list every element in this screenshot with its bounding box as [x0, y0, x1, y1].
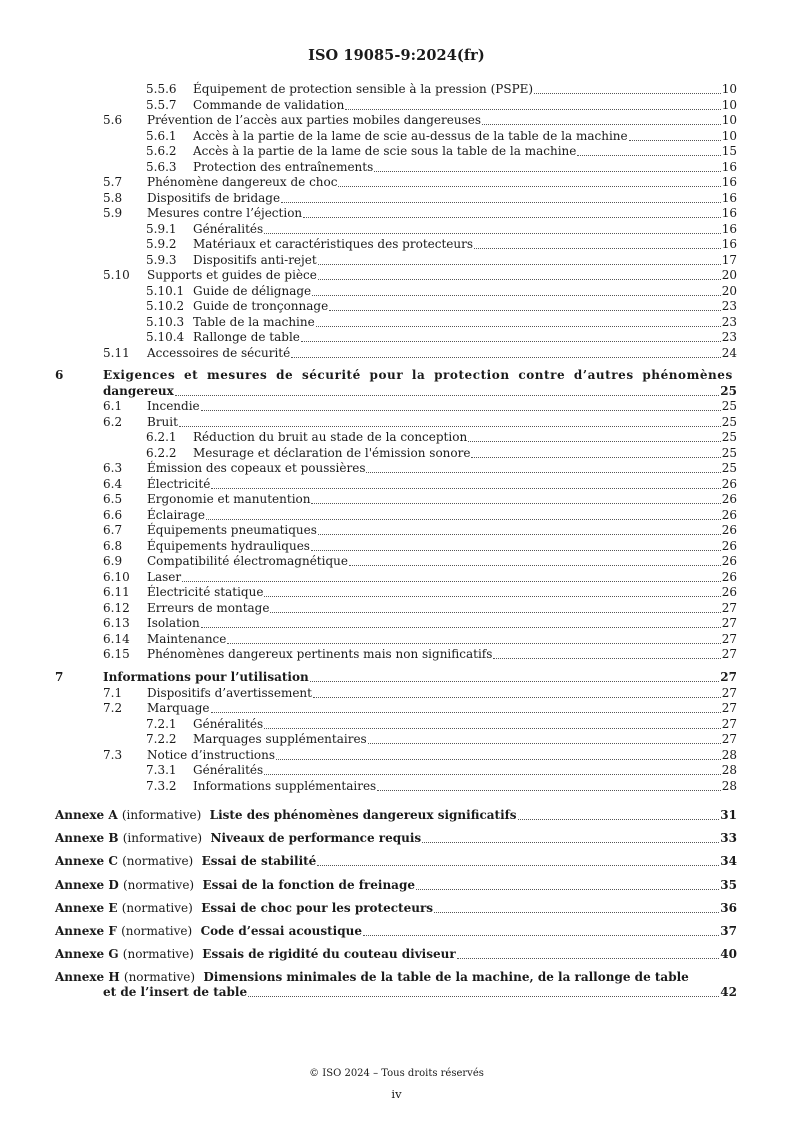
toc-entry-title: Prévention de l’accès aux parties mobiles dangereuses	[147, 113, 482, 127]
toc-entry-page: 26	[721, 523, 737, 537]
toc-entry-title: Électricité statique	[147, 585, 264, 599]
annex-title-line1: Dimensions minimales de la table de la machine, de la rallonge de table	[203, 969, 689, 984]
toc-entry-title: Erreurs de montage	[147, 600, 270, 615]
toc-entry-page: 42	[720, 985, 737, 999]
toc-entry-page: 27	[720, 670, 737, 684]
toc-entry[interactable]	[0, 160, 793, 175]
toc-entry-page: 36	[720, 900, 737, 915]
annex-title: Essai de choc pour les protecteurs	[201, 900, 434, 915]
toc-annex-g[interactable]	[0, 947, 793, 962]
toc-entry-number: 6.13	[103, 616, 130, 630]
toc-entry-page: 31	[720, 808, 737, 822]
toc-annex-h-continuation[interactable]	[0, 985, 793, 1000]
leader-dots	[211, 712, 721, 713]
toc-entry-page: 27	[721, 600, 737, 615]
toc-entry-title: Éclairage	[147, 507, 205, 522]
toc-entry[interactable]	[0, 315, 793, 330]
leader-dots	[474, 248, 721, 249]
toc-entry-page: 26	[721, 554, 737, 568]
toc-entry-number: 6	[55, 368, 64, 382]
leader-dots	[416, 889, 719, 890]
toc-entry[interactable]	[0, 539, 793, 554]
toc-entry[interactable]	[0, 616, 793, 631]
leader-dots	[311, 550, 721, 551]
leader-dots	[227, 643, 720, 644]
annex-title: Niveaux de performance requis	[210, 831, 422, 845]
toc-entry-page: 10	[721, 128, 737, 143]
toc-entry-number: 5.10	[103, 268, 130, 282]
annex-type: (informative)	[121, 808, 202, 822]
toc-entry-number: 7	[55, 670, 64, 684]
toc-entry[interactable]	[0, 701, 793, 716]
leader-dots	[201, 627, 721, 628]
leader-dots	[301, 341, 721, 342]
toc-entry-page: 16	[721, 190, 737, 205]
toc-entry-page: 23	[721, 330, 737, 344]
toc-entry-title: Électricité	[147, 476, 211, 491]
leader-dots	[248, 996, 719, 997]
toc-annex-d[interactable]	[0, 878, 793, 893]
toc-entry[interactable]	[0, 206, 793, 221]
toc-entry[interactable]	[0, 732, 793, 747]
toc-entry-title: Dispositifs d’avertissement	[147, 685, 312, 700]
toc-entry[interactable]	[0, 585, 793, 600]
toc-entry-number: 6.15	[103, 647, 130, 661]
toc-entry-page: 27	[721, 685, 737, 700]
toc-entry[interactable]	[0, 237, 793, 252]
leader-dots	[318, 264, 721, 265]
toc-entry-title-line2: dangereux	[103, 383, 174, 398]
toc-entry-page: 27	[721, 716, 737, 731]
annex-title-line2: et de l’insert de table	[103, 985, 248, 999]
annex-type: (informative)	[122, 831, 203, 845]
toc-entry[interactable]	[0, 461, 793, 476]
toc-entry-number: 5.6	[103, 113, 123, 127]
toc-entry-number: 7.2.2	[146, 732, 177, 746]
toc-entry-page: 25	[721, 430, 737, 444]
toc-entry-page: 23	[721, 299, 737, 313]
toc-entry-page: 26	[721, 585, 737, 599]
toc-entry-number: 5.6.3	[146, 159, 177, 174]
toc-entry-title: Phénomène dangereux de choc	[147, 175, 338, 189]
toc-entry-title: Généralités	[193, 716, 264, 731]
toc-entry-clause-6-continuation[interactable]	[0, 384, 793, 399]
toc-entry-page: 26	[721, 492, 737, 506]
toc-annex-c[interactable]	[0, 854, 793, 869]
leader-dots	[264, 774, 721, 775]
toc-entry-number: 6.9	[103, 554, 123, 568]
leader-dots	[291, 357, 721, 358]
toc-entry[interactable]	[0, 554, 793, 569]
toc-entry-page: 24	[721, 345, 737, 360]
leader-dots	[534, 93, 721, 94]
toc-entry[interactable]	[0, 717, 793, 732]
annex-type: (normative)	[121, 923, 193, 938]
leader-dots	[318, 279, 721, 280]
document-header: ISO 19085-9:2024(fr)	[308, 47, 485, 64]
toc-entry[interactable]	[0, 477, 793, 492]
toc-entry[interactable]	[0, 175, 793, 190]
toc-entry-page: 40	[720, 946, 737, 961]
leader-dots	[182, 581, 721, 582]
toc-entry[interactable]	[0, 430, 793, 445]
toc-entry[interactable]	[0, 508, 793, 523]
toc-entry-title: Informations pour l’utilisation	[103, 670, 309, 684]
toc-entry[interactable]	[0, 113, 793, 128]
toc-entry-page: 33	[720, 831, 737, 845]
toc-entry[interactable]	[0, 415, 793, 430]
toc-entry-title: Incendie	[147, 399, 200, 413]
toc-entry-page: 10	[721, 113, 737, 127]
leader-dots	[264, 728, 721, 729]
toc-entry-title: Bruit	[147, 414, 178, 429]
leader-dots	[457, 958, 720, 959]
annex-type: (normative)	[122, 946, 194, 961]
annex-type: (normative)	[122, 877, 195, 892]
toc-entry-number: 6.12	[103, 600, 130, 615]
toc-entry-number: 7.1	[103, 685, 123, 700]
toc-entry-page: 37	[720, 923, 737, 938]
toc-entry-title: Laser	[147, 569, 182, 584]
leader-dots	[629, 140, 721, 141]
toc-entry-title: Mesurage et déclaration de l'émission sonore	[193, 445, 471, 460]
toc-entry[interactable]	[0, 446, 793, 461]
annex-title: Essai de la fonction de freinage	[202, 877, 415, 892]
toc-entry-title: Informations supplémentaires	[193, 778, 377, 793]
toc-entry-number: 6.4	[103, 476, 123, 491]
toc-entry-page: 35	[720, 877, 737, 892]
toc-entry-title: Isolation	[147, 616, 200, 630]
toc-entry-title: Mesures contre l’éjection	[147, 206, 303, 220]
toc-entry[interactable]	[0, 779, 793, 794]
annex-label: Annexe C	[55, 854, 118, 868]
toc-entry-page: 16	[721, 175, 737, 189]
toc-entry-page: 28	[721, 778, 737, 793]
toc-entry-number: 5.5.6	[146, 82, 177, 96]
toc-entry-page: 34	[720, 854, 737, 868]
toc-entry-page: 25	[721, 414, 737, 429]
leader-dots	[577, 155, 720, 156]
toc-entry-number: 5.5.7	[146, 97, 177, 112]
leader-dots	[363, 935, 719, 936]
toc-entry[interactable]	[0, 601, 793, 616]
leader-dots	[434, 912, 719, 913]
toc-entry-title: Phénomènes dangereux pertinents mais non significatifs	[147, 647, 493, 661]
toc-entry-number: 5.10.4	[146, 330, 185, 344]
leader-dots	[276, 759, 721, 760]
toc-entry[interactable]	[0, 144, 793, 159]
leader-dots	[211, 488, 720, 489]
toc-entry-page: 25	[721, 399, 737, 413]
toc-annex-a[interactable]	[0, 808, 793, 823]
toc-entry-page: 28	[721, 747, 737, 762]
toc-entry-number: 6.2.1	[146, 430, 177, 444]
toc-entry[interactable]	[0, 399, 793, 414]
toc-entry-number: 6.8	[103, 538, 123, 553]
toc-entry-number: 5.10.2	[146, 299, 185, 313]
leader-dots	[303, 217, 721, 218]
toc-entry-title: Accès à la partie de la lame de scie sous la table de la machine	[193, 144, 577, 158]
leader-dots	[318, 534, 721, 535]
toc-entry-page: 27	[721, 647, 737, 661]
toc-entry-number: 5.7	[103, 175, 123, 189]
toc-entry[interactable]	[0, 686, 793, 701]
toc-entry-page: 26	[721, 569, 737, 584]
toc-entry-number: 6.14	[103, 631, 130, 646]
toc-entry-title: Équipement de protection sensible à la pression (PSPE)	[193, 82, 534, 96]
toc-entry[interactable]	[0, 647, 793, 662]
toc-entry-page: 10	[721, 97, 737, 112]
toc-entry-page: 16	[721, 221, 737, 236]
toc-entry-number: 7.3.2	[146, 778, 177, 793]
toc-entry-page: 27	[721, 701, 737, 715]
toc-entry-number: 6.2	[103, 414, 123, 429]
annex-label: Annexe A	[55, 808, 118, 822]
toc-entry-number: 6.5	[103, 492, 123, 506]
toc-entry-number: 6.11	[103, 585, 130, 599]
leader-dots	[317, 865, 719, 866]
toc-entry-title: Équipements hydrauliques	[147, 538, 310, 553]
annex-label: Annexe D	[55, 877, 119, 892]
leader-dots	[264, 233, 721, 234]
toc-entry-page: 27	[721, 616, 737, 630]
leader-dots	[270, 612, 720, 613]
leader-dots	[368, 743, 721, 744]
toc-annex-h[interactable]	[0, 970, 793, 985]
toc-entry-title: Marquages supplémentaires	[193, 732, 367, 746]
leader-dots	[518, 819, 720, 820]
leader-dots	[310, 681, 720, 682]
leader-dots	[338, 186, 720, 187]
leader-dots	[312, 295, 721, 296]
annex-title: Essai de stabilité	[201, 854, 317, 868]
annex-title: Code d’essai acoustique	[200, 923, 362, 938]
annex-label: Annexe E	[55, 900, 118, 915]
annex-type: (normative)	[122, 854, 194, 868]
annex-label: Annexe G	[55, 946, 119, 961]
leader-dots	[366, 472, 720, 473]
toc-entry-page: 20	[721, 268, 737, 282]
leader-dots	[422, 842, 719, 843]
toc-entry-title: Dispositifs de bridage	[147, 190, 281, 205]
toc-entry-number: 6.10	[103, 569, 130, 584]
toc-entry-page: 25	[721, 461, 737, 475]
leader-dots	[311, 503, 720, 504]
toc-entry-page: 25	[721, 445, 737, 460]
toc-entry-title: Guide de délignage	[193, 283, 312, 298]
toc-entry-page: 26	[721, 507, 737, 522]
leader-dots	[349, 565, 721, 566]
toc-entry-title: Généralités	[193, 221, 264, 236]
toc-entry-number: 5.9.2	[146, 237, 177, 251]
toc-entry-page: 26	[721, 538, 737, 553]
toc-entry-number: 6.7	[103, 523, 123, 537]
toc-entry-page: 28	[721, 763, 737, 777]
toc-entry-title: Généralités	[193, 763, 264, 777]
toc-entry[interactable]	[0, 748, 793, 763]
toc-entry-number: 6.3	[103, 461, 123, 475]
toc-entry[interactable]	[0, 763, 793, 778]
toc-entry-page: 15	[721, 144, 737, 158]
toc-entry[interactable]	[0, 191, 793, 206]
toc-entry[interactable]	[0, 222, 793, 237]
toc-entry[interactable]	[0, 492, 793, 507]
toc-entry-page: 26	[721, 476, 737, 491]
toc-annex-b[interactable]	[0, 831, 793, 846]
toc-entry-number: 5.10.1	[146, 283, 185, 298]
toc-entry-number: 5.6.2	[146, 144, 177, 158]
leader-dots	[471, 457, 720, 458]
toc-entry-title: Équipements pneumatiques	[147, 523, 317, 537]
toc-entry-title: Rallonge de table	[193, 330, 300, 344]
toc-entry-page: 16	[721, 159, 737, 174]
annex-label: Annexe F	[55, 923, 117, 938]
toc-entry-title: Marquage	[147, 701, 210, 715]
toc-annex-f[interactable]	[0, 924, 793, 939]
toc-entry-page: 27	[721, 631, 737, 646]
annex-label: Annexe H	[55, 969, 120, 984]
toc-entry-number: 5.9.1	[146, 221, 177, 236]
page-number: iv	[391, 1087, 402, 1101]
toc-entry[interactable]	[0, 346, 793, 361]
toc-entry[interactable]	[0, 523, 793, 538]
toc-entry-number: 7.3.1	[146, 763, 177, 777]
leader-dots	[316, 326, 721, 327]
leader-dots	[377, 790, 721, 791]
leader-dots	[201, 410, 721, 411]
toc-entry-title: Émission des copeaux et poussières	[147, 461, 366, 475]
leader-dots	[264, 596, 720, 597]
toc-entry-page: 16	[721, 206, 737, 220]
leader-dots	[374, 171, 720, 172]
toc-entry-title: Accessoires de sécurité	[147, 345, 291, 360]
toc-entry-title: Réduction du bruit au stade de la conception	[193, 430, 468, 444]
toc-entry-clause-6[interactable]	[0, 368, 793, 383]
toc-entry[interactable]	[0, 284, 793, 299]
toc-entry[interactable]	[0, 570, 793, 585]
toc-entry-number: 5.9	[103, 206, 123, 220]
toc-entry[interactable]	[0, 98, 793, 113]
toc-entry-title: Dispositifs anti-rejet	[193, 252, 317, 267]
annex-title: Liste des phénomènes dangereux significatifs	[209, 808, 517, 822]
toc-entry-page: 17	[721, 252, 737, 267]
annex-type: (normative)	[121, 900, 193, 915]
toc-entry-number: 5.8	[103, 190, 123, 205]
leader-dots	[179, 426, 721, 427]
toc-entry[interactable]	[0, 253, 793, 268]
leader-dots	[329, 310, 721, 311]
toc-entry-number: 5.11	[103, 345, 130, 360]
toc-annex-e[interactable]	[0, 901, 793, 916]
toc-entry[interactable]	[0, 632, 793, 647]
toc-entry-page: 10	[721, 82, 737, 96]
toc-entry-title: Supports et guides de pièce	[147, 268, 317, 282]
toc-entry-title-line1: Exigences et mesures de sécurité pour la protection contre d’autres phénomènes	[103, 368, 733, 382]
annex-label: Annexe B	[55, 831, 119, 845]
leader-dots	[345, 109, 720, 110]
toc-entry-title: Ergonomie et manutention	[147, 492, 311, 506]
toc-entry-number: 5.6.1	[146, 128, 177, 143]
toc-entry-title: Notice d’instructions	[147, 747, 276, 762]
toc-entry[interactable]	[0, 129, 793, 144]
leader-dots	[482, 124, 721, 125]
toc-entry-number: 7.2.1	[146, 716, 177, 731]
toc-entry-number: 6.1	[103, 399, 123, 413]
toc-entry-page: 27	[721, 732, 737, 746]
toc-entry-title: Accès à la partie de la lame de scie au-dessus de la table de la machine	[193, 128, 628, 143]
annex-title: Essais de rigidité du couteau diviseur	[202, 946, 456, 961]
toc-entry-number: 5.9.3	[146, 252, 177, 267]
toc-entry-page: 16	[721, 237, 737, 251]
toc-entry-page: 23	[721, 314, 737, 329]
copyright-footer: © ISO 2024 – Tous droits réservés	[309, 1068, 484, 1079]
toc-entry[interactable]	[0, 82, 793, 97]
leader-dots	[468, 441, 721, 442]
toc-entry-number: 7.2	[103, 701, 123, 715]
annex-type: (normative)	[123, 969, 196, 984]
leader-dots	[493, 658, 720, 659]
toc-entry-clause-7[interactable]	[0, 670, 793, 685]
toc-entry-title: Guide de tronçonnage	[193, 299, 329, 313]
toc-entry-title: Table de la machine	[193, 314, 315, 329]
leader-dots	[313, 697, 721, 698]
toc-entry-title: Compatibilité électromagnétique	[147, 554, 348, 568]
toc-entry[interactable]	[0, 330, 793, 345]
leader-dots	[281, 202, 721, 203]
toc-entry[interactable]	[0, 299, 793, 314]
toc-entry-number: 6.6	[103, 507, 123, 522]
toc-entry-title: Maintenance	[147, 631, 227, 646]
toc-entry[interactable]	[0, 268, 793, 283]
toc-entry-page: 20	[721, 283, 737, 298]
toc-entry-page: 25	[720, 383, 737, 398]
toc-entry-number: 7.3	[103, 747, 123, 762]
leader-dots	[206, 519, 721, 520]
toc-entry-number: 5.10.3	[146, 314, 185, 329]
toc-entry-title: Commande de validation	[193, 97, 345, 112]
toc-entry-title: Matériaux et caractéristiques des protecteurs	[193, 237, 474, 251]
toc-entry-number: 6.2.2	[146, 445, 177, 460]
leader-dots	[175, 395, 720, 396]
toc-entry-title: Protection des entraînements	[193, 159, 374, 174]
